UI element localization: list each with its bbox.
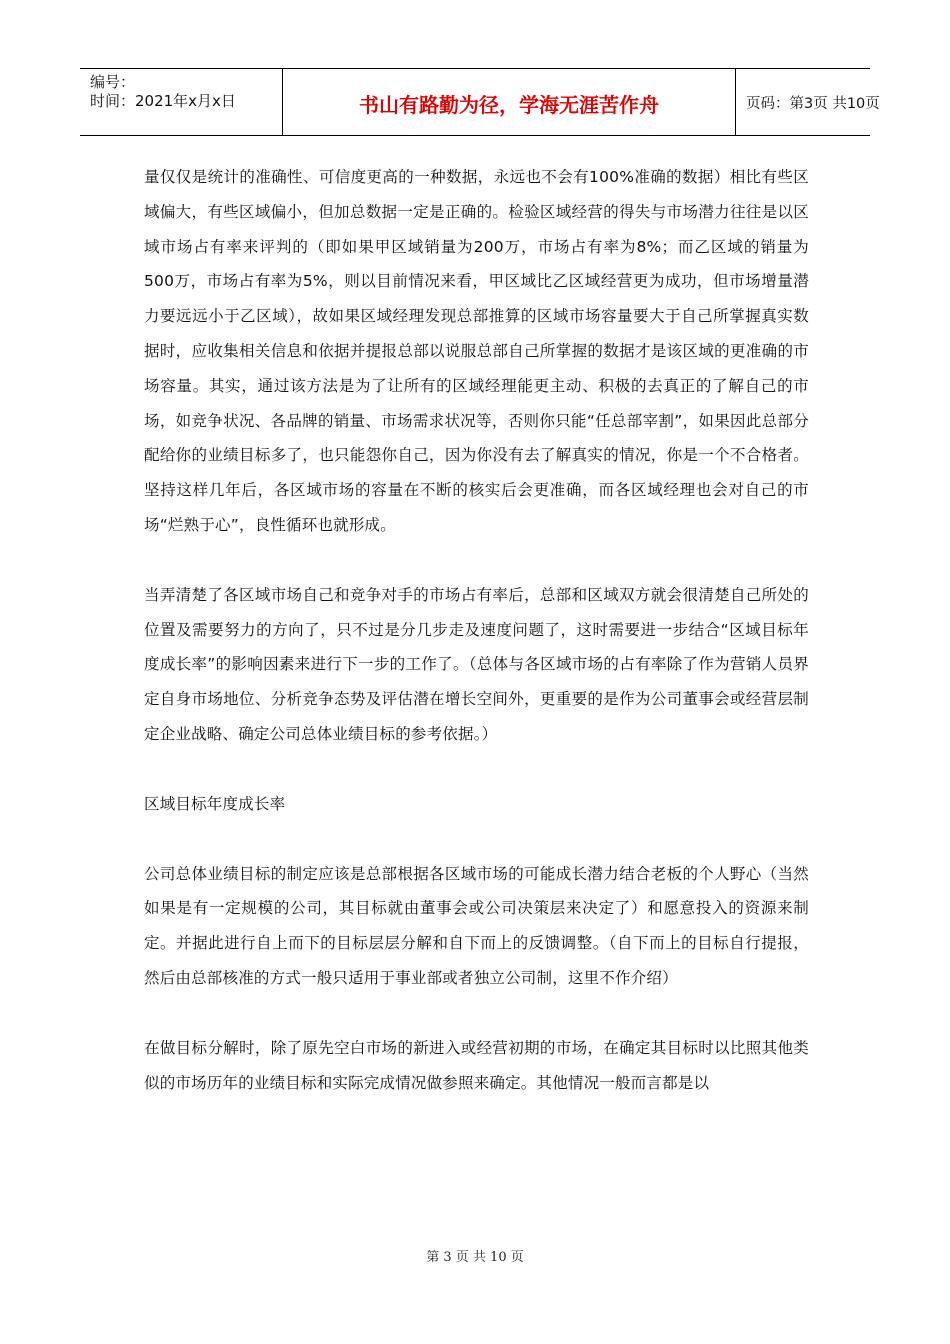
document-body (144, 160, 809, 1100)
header-page-cell (736, 69, 880, 135)
section-heading: 区域目标年度成长率 (144, 794, 286, 813)
page-footer: 第 3 页 共 10 页 (426, 1250, 524, 1265)
body-paragraph-1: 量仅仅是统计的准确性、可信度更高的一种数据，永远也不会有100%准确的数据）相比有些区域偏大，有些区域偏小，但加总数据一定是正确的。检验区域经营的得失与市场潜力往往是以区域市场占有率来评判的（即如果甲区域销量为200万，市场占有率为8%；而乙区域的销量为500万，市场占有率为5%，则以目前情况来看，甲区域比乙区域经营更为成功，但市场增量潜力要远远小于乙区域），故如果区域经理发现总部推算的区域市场容量要大于自己所掌握真实数据时，应收集相关信息和依据并提报总部以说服总部自己所掌握的数据才是该区域的更准确的市场容量。其实，通过该方法是为了让所有的区域经理能更主动、积极的去真正的了解自己的市场，如竞争状况、各品牌的销量、市场需求状况等，否则你只能“任总部宰割”，如果因此总部分配给你的业绩目标多了，也只能怨你自己，因为你没有去了解真实的情况，你是一个不合格者。坚持这样几年后，各区域市场的容量在不断的核实后会更准确，而各区域经理也会对自己的市场“烂熟于心”，良性循环也就形成。 (144, 168, 809, 534)
document-number-label: 编号： (90, 73, 136, 91)
header-page-number: 页码：第3页 共10页 (746, 96, 880, 112)
header-motto: 书山有路勤为径，学海无涯苦作舟 (359, 93, 659, 117)
page-header (80, 68, 880, 136)
document-date-label: 时间：2021年x月x日 (90, 92, 236, 110)
body-paragraph-4: 在做目标分解时，除了原先空白市场的新进入或经营初期的市场，在确定其目标时以比照其他类似的市场历年的业绩目标和实际完成情况做参照来确定。其他情况一般而言都是以 (144, 1038, 809, 1092)
body-paragraph-3: 公司总体业绩目标的制定应该是总部根据各区域市场的可能成长潜力结合老板的个人野心（当然如果是有一定规模的公司，其目标就由董事会或公司决策层来决定了）和愿意投入的资源来制定。并据此进行自上而下的目标层层分解和自下而上的反馈调整。（自下而上的目标自行提报，然后由总部核准的方式一般只适用于事业部或者独立公司制，这里不作介绍） (144, 864, 809, 987)
body-paragraph-2: 当弄清楚了各区域市场自己和竞争对手的市场占有率后，总部和区域双方就会很清楚自己所处的位置及需要努力的方向了，只不过是分几步走及速度问题了，这时需要进一步结合“区域目标年度成长率”的影响因素来进行下一步的工作了。（总体与各区域市场的占有率除了作为营销人员界定自身市场地位、分析竞争态势及评估潜在增长空间外，更重要的是作为公司董事会或经营层制定企业战略、确定公司总体业绩目标的参考依据。） (144, 585, 809, 743)
header-motto-cell (282, 69, 736, 135)
header-info-cell (80, 69, 282, 135)
